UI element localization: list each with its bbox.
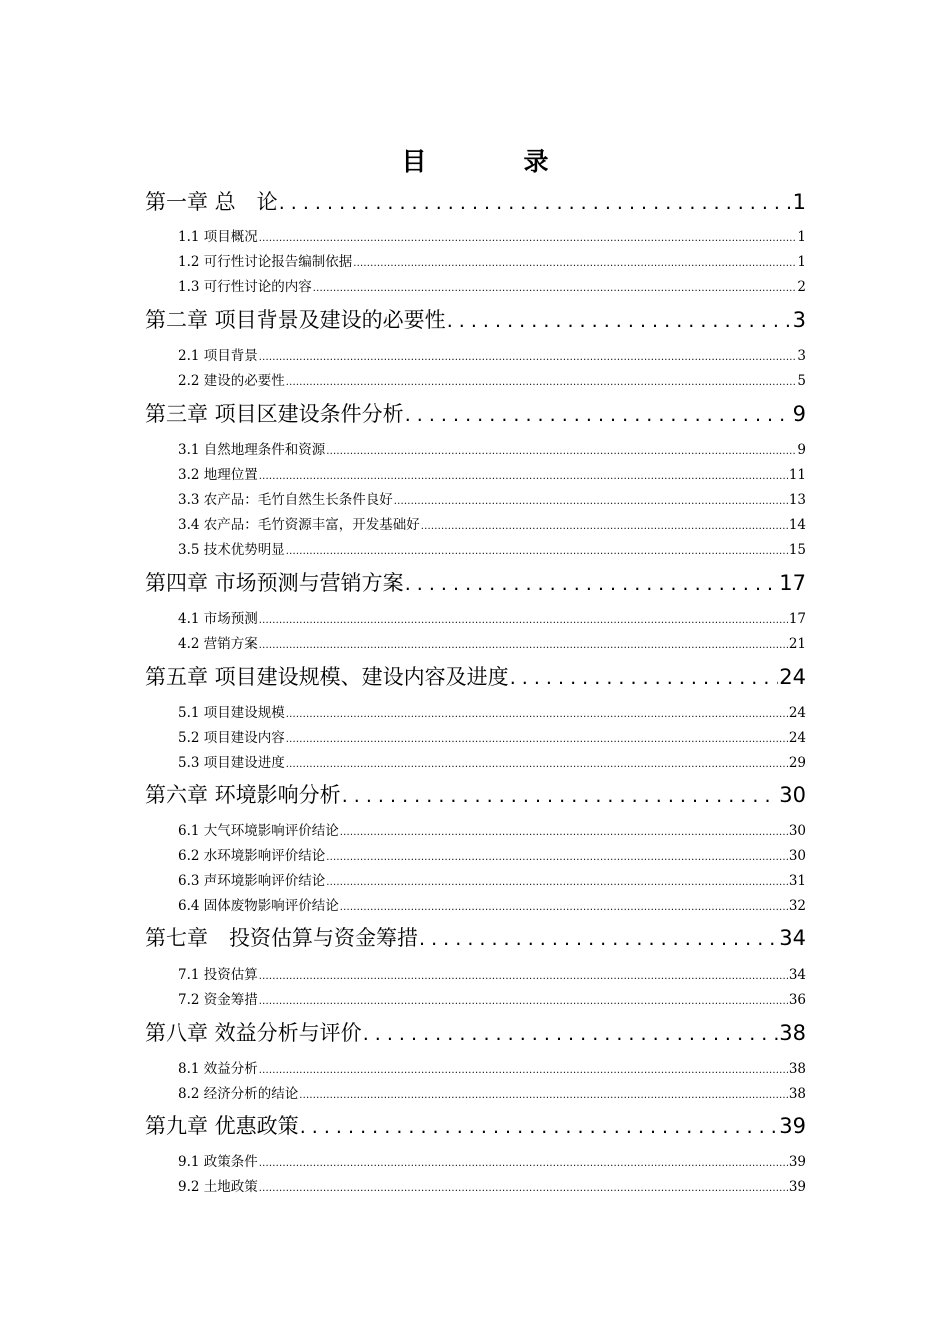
dot-leader xyxy=(286,704,788,724)
toc-page-number: 34 xyxy=(779,926,806,950)
toc-entry-label: 9.2 土地政策 xyxy=(178,1179,258,1195)
dot-leader xyxy=(259,1178,788,1198)
dot-leader xyxy=(326,441,796,461)
dot-leader xyxy=(259,347,797,367)
toc-page-number: 3 xyxy=(792,308,806,332)
toc-entry-label: 5.3 项目建设进度 xyxy=(178,755,285,771)
page-title: 目 录 xyxy=(401,147,585,176)
dot-leader xyxy=(353,253,796,273)
toc-section-entry[interactable] xyxy=(178,253,806,271)
toc-entry-label: 3.4 农产品：毛竹资源丰富，开发基础好 xyxy=(178,517,420,533)
toc-entry-label: 1.1 项目概况 xyxy=(178,229,258,245)
toc-page-number: 9 xyxy=(792,402,806,426)
dot-leader xyxy=(363,1019,779,1048)
toc-page-number: 30 xyxy=(779,783,806,807)
toc-section-entry[interactable] xyxy=(178,897,806,915)
toc-entry-label: 第六章 环境影响分析 xyxy=(145,783,341,807)
toc-page-number: 24 xyxy=(779,665,806,689)
toc-page-number: 13 xyxy=(788,492,806,508)
toc-page-number: 24 xyxy=(788,705,806,721)
toc-section-entry[interactable] xyxy=(178,1153,806,1171)
dot-leader xyxy=(286,541,788,561)
toc-entry-label: 第二章 项目背景及建设的必要性 xyxy=(145,308,446,332)
toc-entry-label: 7.2 资金筹措 xyxy=(178,992,258,1008)
toc-page-number: 2 xyxy=(797,279,806,295)
toc-section-entry[interactable] xyxy=(178,372,806,390)
toc-page-number: 15 xyxy=(788,542,806,558)
toc-section-entry[interactable] xyxy=(178,966,806,984)
toc-entry-label: 7.1 投资估算 xyxy=(178,967,258,983)
toc-section-entry[interactable] xyxy=(178,541,806,559)
toc-chapter-entry[interactable] xyxy=(145,924,806,952)
toc-chapter-entry[interactable] xyxy=(145,400,806,428)
toc-section-entry[interactable] xyxy=(178,610,806,628)
toc-page-number: 5 xyxy=(797,373,806,389)
toc-page-number: 3 xyxy=(797,348,806,364)
toc-page-number: 39 xyxy=(788,1154,806,1170)
toc-page-number: 1 xyxy=(797,254,806,270)
toc-entry-label: 第七章 投资估算与资金筹措 xyxy=(145,926,418,950)
toc-page-number: 9 xyxy=(797,442,806,458)
dot-leader xyxy=(447,306,792,335)
dot-leader xyxy=(340,897,788,917)
toc-section-entry[interactable] xyxy=(178,635,806,653)
dot-leader xyxy=(419,924,778,953)
dot-leader xyxy=(259,1153,788,1173)
toc-entry-label: 3.3 农产品：毛竹自然生长条件良好 xyxy=(178,492,393,508)
toc-section-entry[interactable] xyxy=(178,822,806,840)
dot-leader xyxy=(259,610,788,630)
toc-entry-label: 第八章 效益分析与评价 xyxy=(145,1021,362,1045)
toc-entry-label: 第九章 优惠政策 xyxy=(145,1114,299,1138)
toc-entry-label: 3.5 技术优势明显 xyxy=(178,542,285,558)
dot-leader xyxy=(259,966,788,986)
dot-leader xyxy=(340,822,788,842)
toc-section-entry[interactable] xyxy=(178,466,806,484)
toc-entry-label: 1.2 可行性讨论报告编制依据 xyxy=(178,254,353,270)
toc-section-entry[interactable] xyxy=(178,1085,806,1103)
toc-chapter-entry[interactable] xyxy=(145,1112,806,1140)
toc-chapter-entry[interactable] xyxy=(145,663,806,691)
toc-entry-label: 6.3 声环境影响评价结论 xyxy=(178,873,326,889)
dot-leader xyxy=(510,663,779,692)
toc-page-number: 39 xyxy=(779,1114,806,1138)
toc-entry-label: 第一章 总 论 xyxy=(145,190,278,214)
toc-page-number: 32 xyxy=(788,898,806,914)
toc-entry-label: 第四章 市场预测与营销方案 xyxy=(145,571,404,595)
toc-chapter-entry[interactable] xyxy=(145,306,806,334)
dot-leader xyxy=(326,847,788,867)
dot-leader xyxy=(405,400,792,429)
toc-entry-label: 5.1 项目建设规模 xyxy=(178,705,285,721)
toc-entry-label: 6.1 大气环境影响评价结论 xyxy=(178,823,339,839)
toc-entry-label: 4.2 营销方案 xyxy=(178,636,258,652)
toc-section-entry[interactable] xyxy=(178,516,806,534)
toc-entry-label: 9.1 政策条件 xyxy=(178,1154,258,1170)
dot-leader xyxy=(326,872,788,892)
toc-page-number: 30 xyxy=(788,848,806,864)
toc-entry-label: 2.1 项目背景 xyxy=(178,348,258,364)
dot-leader xyxy=(421,516,788,536)
toc-chapter-entry[interactable] xyxy=(145,1019,806,1047)
toc-section-entry[interactable] xyxy=(178,729,806,747)
toc-page-number: 36 xyxy=(788,992,806,1008)
toc-section-entry[interactable] xyxy=(178,847,806,865)
toc-page-number: 21 xyxy=(788,636,806,652)
toc-entry-label: 6.4 固体废物影响评价结论 xyxy=(178,898,339,914)
toc-entry-label: 第三章 项目区建设条件分析 xyxy=(145,402,404,426)
toc-entry-label: 8.2 经济分析的结论 xyxy=(178,1086,299,1102)
toc-page-number: 30 xyxy=(788,823,806,839)
toc-section-entry[interactable] xyxy=(178,278,806,296)
toc-section-entry[interactable] xyxy=(178,228,806,246)
dot-leader xyxy=(299,1085,788,1105)
dot-leader xyxy=(286,372,797,392)
toc-page-number: 11 xyxy=(788,467,806,483)
toc-entry-label: 8.1 效益分析 xyxy=(178,1061,258,1077)
toc-section-entry[interactable] xyxy=(178,441,806,459)
toc-entry-label: 1.3 可行性讨论的内容 xyxy=(178,279,312,295)
dot-leader xyxy=(286,754,788,774)
toc-page-number: 17 xyxy=(788,611,806,627)
toc-section-entry[interactable] xyxy=(178,991,806,1009)
toc-section-entry[interactable] xyxy=(178,754,806,772)
toc-page-number: 34 xyxy=(788,967,806,983)
dot-leader xyxy=(259,635,788,655)
dot-leader xyxy=(313,278,797,298)
dot-leader xyxy=(259,466,788,486)
toc-section-entry[interactable] xyxy=(178,491,806,509)
toc-chapter-entry[interactable] xyxy=(145,188,806,216)
toc-page-number: 38 xyxy=(788,1086,806,1102)
dot-leader xyxy=(405,569,779,598)
toc-page-number: 24 xyxy=(788,730,806,746)
toc-entry-label: 5.2 项目建设内容 xyxy=(178,730,285,746)
toc-section-entry[interactable] xyxy=(178,1060,806,1078)
toc-entry-label: 3.2 地理位置 xyxy=(178,467,258,483)
toc-entry-label: 4.1 市场预测 xyxy=(178,611,258,627)
dot-leader xyxy=(342,781,779,810)
dot-leader xyxy=(259,991,788,1011)
dot-leader xyxy=(394,491,788,511)
toc-section-entry[interactable] xyxy=(178,872,806,890)
toc-page-number: 39 xyxy=(788,1179,806,1195)
dot-leader xyxy=(259,1060,788,1080)
dot-leader xyxy=(259,228,797,248)
toc-section-entry[interactable] xyxy=(178,1178,806,1196)
toc-chapter-entry[interactable] xyxy=(145,569,806,597)
toc-page-number: 14 xyxy=(788,517,806,533)
dot-leader xyxy=(286,729,788,749)
toc-page-number: 1 xyxy=(792,190,806,214)
toc-page-number: 31 xyxy=(788,873,806,889)
toc-entry-label: 第五章 项目建设规模、建设内容及进度 xyxy=(145,665,509,689)
toc-section-entry[interactable] xyxy=(178,347,806,365)
dot-leader xyxy=(279,188,792,217)
toc-entry-label: 2.2 建设的必要性 xyxy=(178,373,285,389)
dot-leader xyxy=(300,1112,779,1141)
toc-section-entry[interactable] xyxy=(178,704,806,722)
toc-entry-label: 6.2 水环境影响评价结论 xyxy=(178,848,326,864)
toc-page-number: 38 xyxy=(779,1021,806,1045)
toc-page-number: 38 xyxy=(788,1061,806,1077)
toc-page-number: 17 xyxy=(779,571,806,595)
toc-entry-label: 3.1 自然地理条件和资源 xyxy=(178,442,326,458)
toc-page-number: 29 xyxy=(788,755,806,771)
toc-chapter-entry[interactable] xyxy=(145,781,806,809)
toc-page-number: 1 xyxy=(797,229,806,245)
